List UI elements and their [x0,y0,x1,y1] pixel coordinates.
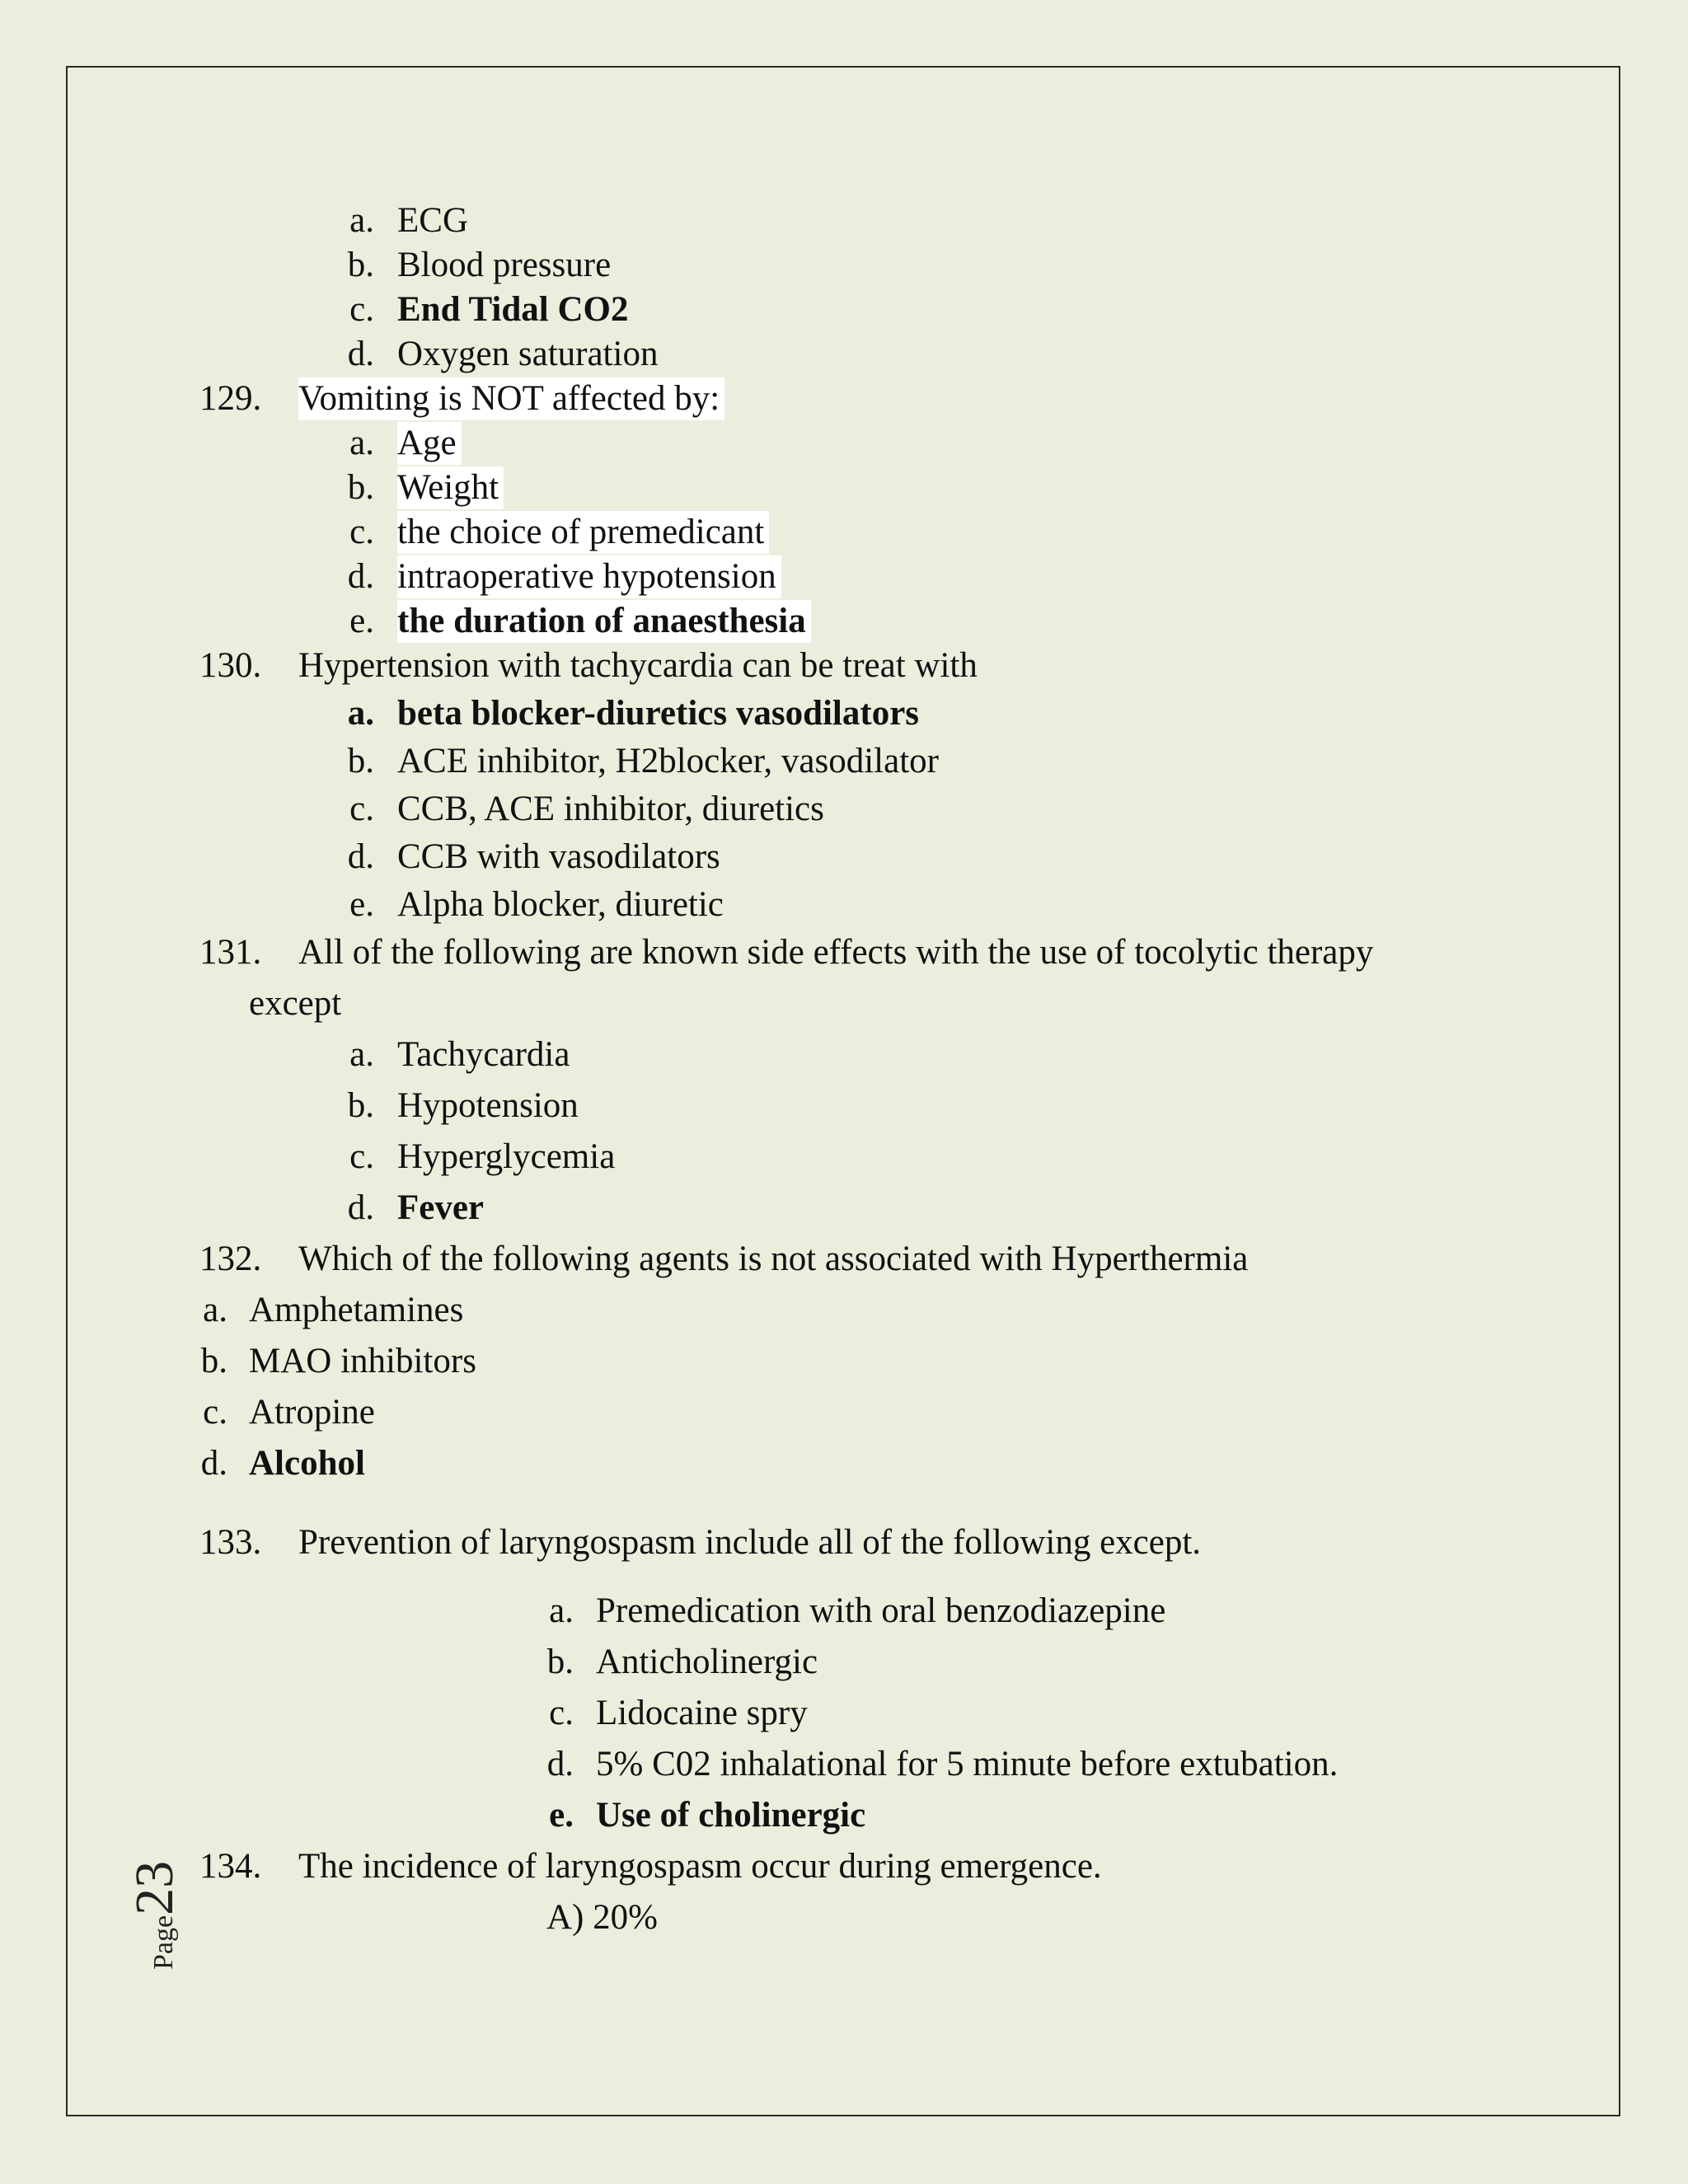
option-label: d. [200,1444,227,1483]
option-label: c. [349,790,374,828]
option-label: d. [347,335,374,373]
option-text-answer: Alcohol [249,1444,365,1483]
question-text-cont: except [249,984,342,1023]
option-label: d. [347,1188,374,1227]
option-label: a. [349,424,374,462]
option-text: 5% C02 inhalational for 5 minute before extubation. [596,1745,1339,1783]
option-text: ECG [397,201,468,240]
page-number-footer [124,1861,186,1970]
option-label: b. [200,1342,227,1380]
option-text: Atropine [249,1393,375,1432]
question-text: Prevention of laryngospasm include all of the following except. [298,1523,1202,1562]
option-text: Weight [397,466,504,509]
option-label: b. [347,1086,374,1125]
page-number: 23 [124,1860,185,1915]
option-label: c. [349,513,374,551]
option-label: a. [349,201,374,240]
question-text: Hypertension with tachycardia can be treat with [298,646,978,685]
page-word: Page [148,1915,179,1970]
option-label: c. [203,1393,227,1432]
option-text: MAO inhibitors [249,1342,476,1380]
option-label: e. [349,602,374,640]
question-number: 130. [199,646,262,685]
option-text-answer: the duration of anaesthesia [397,600,811,643]
option-text: CCB, ACE inhibitor, diuretics [397,790,824,828]
option-label: b. [347,246,374,284]
option-text: Amphetamines [249,1291,464,1329]
option-text: Alpha blocker, diuretic [397,885,724,924]
option-label: d. [546,1745,574,1783]
option-text: Tachycardia [397,1035,570,1074]
question-number: 133. [199,1523,262,1562]
option-text: Hyperglycemia [397,1137,616,1176]
option-label: a. [549,1591,574,1630]
option-label: c. [349,290,374,329]
option-label: a. [347,694,374,733]
option-text: intraoperative hypotension [397,555,781,598]
option-label: c. [349,1137,374,1176]
option-text: Anticholinergic [596,1643,818,1681]
question-number: 134. [199,1847,262,1886]
option-text: the choice of premedicant [397,511,769,554]
option-label: b. [546,1643,574,1681]
option-text: CCB with vasodilators [397,837,720,876]
option-text-answer: Use of cholinergic [596,1796,866,1835]
option-label: b. [347,742,374,780]
option-text: Oxygen saturation [397,335,659,373]
option-text-answer: beta blocker-diuretics vasodilators [397,694,920,733]
option-text: A) 20% [546,1898,658,1937]
option-text: Premedication with oral benzodiazepine [596,1591,1166,1630]
option-label: e. [549,1796,574,1835]
option-text: Hypotension [397,1086,579,1125]
question-text: Which of the following agents is not associated with Hyperthermia [298,1240,1249,1278]
option-label: a. [203,1291,227,1329]
option-label: a. [349,1035,374,1074]
option-text: Blood pressure [397,246,612,284]
option-text: Lidocaine spry [596,1694,808,1732]
question-text: Vomiting is NOT affected by: [298,377,724,420]
option-label: b. [347,468,374,507]
question-number: 129. [199,379,262,418]
option-label: d. [347,557,374,596]
question-text: The incidence of laryngospasm occur during emergence. [298,1847,1102,1886]
option-text: Age [397,422,462,465]
option-label: e. [349,885,374,924]
option-text-answer: Fever [397,1188,485,1227]
option-text-answer: End Tidal CO2 [397,290,629,329]
question-number: 131. [199,933,262,972]
option-text: ACE inhibitor, H2blocker, vasodilator [397,742,939,780]
question-text: All of the following are known side effects with the use of tocolytic therapy [298,933,1374,972]
question-number: 132. [199,1240,262,1278]
option-label: c. [549,1694,574,1732]
option-label: d. [347,837,374,876]
